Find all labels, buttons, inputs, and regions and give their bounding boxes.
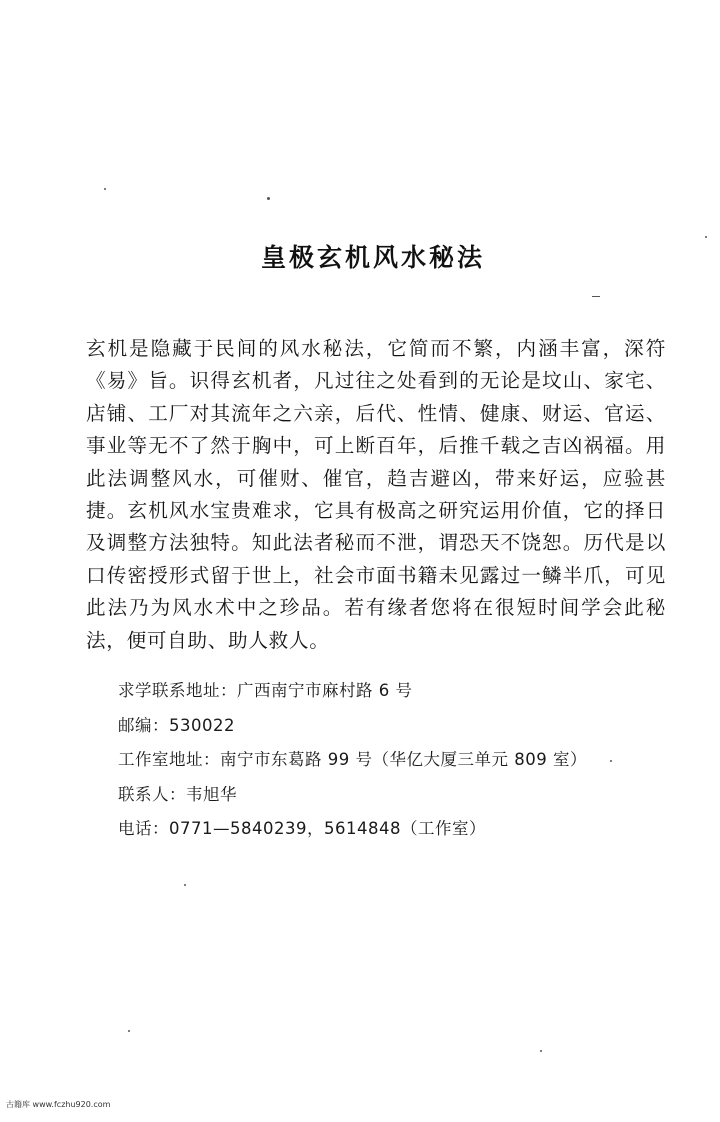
contact-phone: 电话：0771—5840239，5614848（工作室） (118, 819, 486, 838)
scan-speck (104, 188, 106, 190)
scan-speck (705, 236, 707, 238)
contact-info (118, 681, 678, 854)
contact-person: 联系人：韦旭华 (118, 784, 237, 804)
scan-speck (267, 197, 270, 200)
page-title: 皇极玄机风水秘法 (260, 243, 485, 272)
scan-speck (540, 1050, 542, 1052)
scan-speck (592, 296, 600, 297)
contact-studio-address: 工作室地址：南宁市东葛路 99 号（华亿大厦三单元 809 室） (118, 750, 587, 769)
contact-address: 求学联系地址：广西南宁市麻村路 6 号 (118, 681, 413, 700)
intro-paragraph: 玄机是隐藏于民间的风水秘法，它简而不繁，内涵丰富，深符《易》旨。识得玄机者，凡过往之处看到的无论是坟山、家宅、店铺、工厂对其流年之六亲，后代、性情、健康、财运、官运、事业等无不了然于胸中，可上断百年，后推千载之吉凶祸福。用此法调整风水，可催财、催官，趋吉避凶，带来好运，应验甚捷。玄机风水宝贵难求，它具有极高之研究运用价值，它的择日及调整方法独特。知此法者秘而不泄，谓恐天不饶恕。历代是以口传密授形式留于世上，社会市面书籍未见露过一鳞半爪，可见此法乃为风水术中之珍品。若有缘者您将在很短时间学会此秘法，便可自助、助人救人。 (86, 337, 666, 652)
contact-postcode: 邮编：530022 (118, 715, 235, 735)
scan-speck (184, 884, 186, 886)
scan-speck (128, 1030, 130, 1032)
scan-speck (610, 760, 612, 762)
watermark-footer: 古籍库 www.fczhu920.com (6, 1100, 111, 1109)
